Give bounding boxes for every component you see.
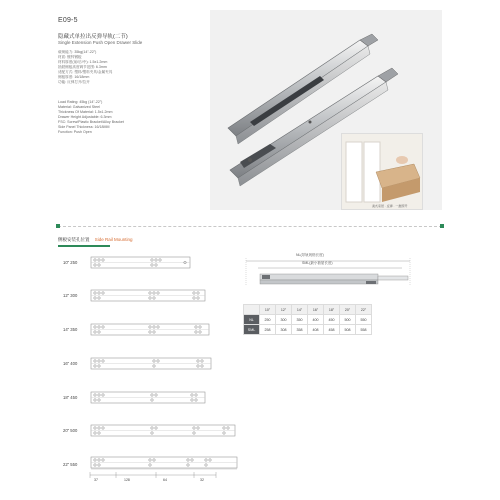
size-table-cell: 12" (276, 305, 292, 315)
hole-pattern-diagram (90, 391, 208, 405)
sml-label: SML(最小抽屉长度) (302, 261, 333, 265)
section-underline (58, 245, 110, 247)
spec-line: 功能: 反弹打开/拉开 (58, 80, 90, 84)
size-table-cell: 350 (292, 315, 308, 325)
section-divider (58, 226, 442, 227)
product-title-cn: 隐藏式单拉出反弹导轨(二节) (58, 34, 128, 40)
dimension-label: 128 (124, 478, 130, 482)
size-table-row (244, 325, 372, 335)
spec-line: 抽屉侧板高度调节范围: 6.3mm (58, 65, 107, 69)
size-table-row-key: SML (244, 325, 260, 335)
size-table-cell: 500 (340, 315, 356, 325)
divider-dot (56, 224, 60, 228)
dimension-label: 32 (200, 478, 204, 482)
size-label: 20" 500 (63, 428, 78, 433)
size-label: 22" 550 (63, 462, 78, 467)
size-table-cell: 16" (308, 305, 324, 315)
spec-list-en (58, 100, 124, 135)
size-label: 14" 350 (63, 327, 78, 332)
size-table-cell: 14" (292, 305, 308, 315)
hole-pattern-diagram (90, 424, 238, 438)
spec-line: 材料厚度(前/后/中): 1.5x1.2mm (58, 60, 108, 64)
size-table-cell: 300 (276, 315, 292, 325)
size-table-cell: 10" (260, 305, 276, 315)
dimension-label: 64 (163, 478, 167, 482)
size-table-cell: 250 (260, 315, 276, 325)
size-table (243, 304, 372, 335)
hole-pattern-diagram (90, 323, 212, 337)
divider-dot (440, 224, 444, 228)
spec-line: Drawer Height Adjustable: 6.3mm (58, 115, 112, 119)
size-table-cell: 20" (340, 305, 356, 315)
size-label: 12" 300 (63, 293, 78, 298)
spec-line: FSC: Screw/Plastic Bracket/Alloy Bracket (58, 120, 124, 124)
size-table-row (244, 315, 372, 325)
dimension-line (88, 472, 218, 478)
photo-caption: 美式家居 · 反弹 · 一推即开 (372, 204, 408, 208)
dimension-label: 37 (94, 478, 98, 482)
hole-pattern-diagram (90, 456, 240, 472)
size-label: 16" 400 (63, 361, 78, 366)
size-label: 10" 250 (63, 260, 78, 265)
section-heading (58, 237, 133, 243)
section-title-en: Side Rail Mounting (94, 237, 133, 242)
spec-line: 适配方式: 塑料/塑料夹具/金属夹具 (58, 70, 113, 74)
spec-line: Thickness Of Material: 1.5x1.2mm (58, 110, 113, 114)
spec-line: 侧板厚度: 16/18mm (58, 75, 90, 79)
spec-line: 材质: 镀锌钢板 (58, 55, 82, 59)
size-table-cell: 450 (324, 315, 340, 325)
size-table-cell: 18" (324, 305, 340, 315)
size-table-cell: 22" (356, 305, 372, 315)
hole-pattern-diagram (90, 289, 208, 303)
hole-pattern-diagram (90, 256, 194, 270)
size-label: 18" 450 (63, 395, 78, 400)
size-table-cell: 400 (308, 315, 324, 325)
size-table-cell (244, 305, 260, 315)
section-title-cn: 侧板安装孔位置 (58, 237, 90, 242)
size-table-cell: 308 (276, 325, 292, 335)
size-table-cell: 408 (308, 325, 324, 335)
product-title-en: Single Extension Push Open Drawer Slide (58, 40, 143, 45)
spec-line: 载荷能力: 35kg(14"-22") (58, 50, 97, 54)
size-table-cell: 508 (340, 325, 356, 335)
spec-line: Function: Push Open (58, 130, 92, 134)
size-table-row-key: NL (244, 315, 260, 325)
product-code: E09-5 (58, 17, 78, 24)
nl-label: NL(导轨规格长度) (296, 253, 324, 257)
size-table-cell: 550 (356, 315, 372, 325)
spec-line: Side Panel Thickness: 16/18MM (58, 125, 110, 129)
size-table-cell: 258 (260, 325, 276, 335)
size-table-cell: 358 (292, 325, 308, 335)
room-illustration (342, 134, 422, 209)
slide-dimension-drawing (240, 252, 420, 292)
size-table-header (244, 305, 372, 315)
size-table-cell: 458 (324, 325, 340, 335)
spec-line: Material: Galvanized Steel (58, 105, 100, 109)
spec-list-cn (58, 50, 112, 85)
hole-pattern-diagram (90, 357, 214, 371)
size-table-cell: 558 (356, 325, 372, 335)
spec-line: Load Rating: 45kg (14"-22") (58, 100, 103, 104)
drawer-usage-photo (341, 133, 423, 210)
